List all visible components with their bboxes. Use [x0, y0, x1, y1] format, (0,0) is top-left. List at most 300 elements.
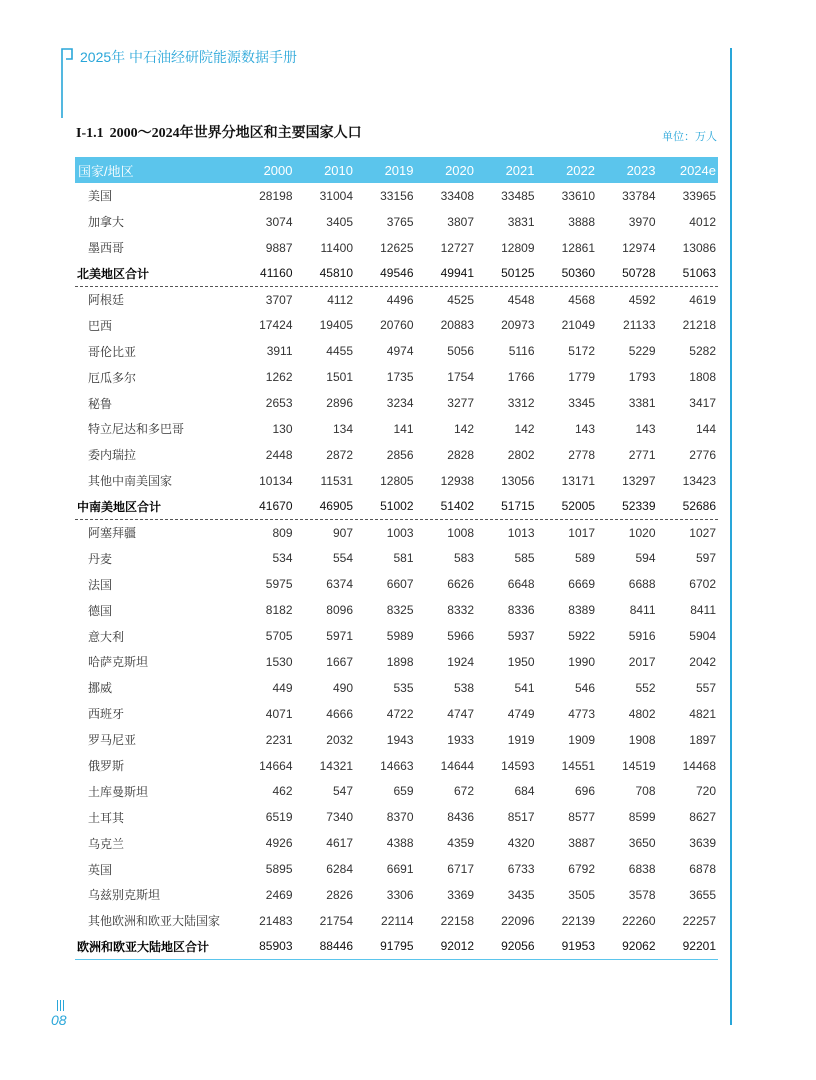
cell-value: 1950 — [507, 654, 535, 669]
cell-value: 1779 — [568, 370, 595, 385]
table-row — [75, 701, 718, 727]
cell-value: 4496 — [386, 292, 414, 307]
cell-value: 4568 — [568, 292, 595, 307]
cell-value: 22260 — [622, 913, 656, 928]
cell-value: 14663 — [380, 758, 414, 773]
table-row — [75, 882, 718, 908]
cell-value: 21483 — [259, 913, 293, 928]
cell-value: 708 — [635, 784, 656, 799]
cell-value: 1919 — [507, 732, 535, 747]
cell-value: 12938 — [440, 473, 474, 488]
row-label: 厄瓜多尔 — [88, 370, 137, 385]
cell-value: 8332 — [447, 603, 474, 618]
cell-value: 2448 — [265, 447, 293, 462]
cell-value: 13086 — [682, 240, 716, 255]
table-title-text: 2000～2024年世界分地区和主要国家人口 — [109, 126, 362, 141]
cell-value: 5056 — [447, 344, 474, 359]
page-number: 08 — [51, 1012, 67, 1028]
row-label: 阿塞拜疆 — [88, 526, 137, 541]
cell-value: 3831 — [507, 214, 535, 229]
cell-value: 6838 — [628, 862, 656, 877]
table-row — [75, 571, 718, 597]
subtotal-row — [75, 261, 718, 287]
cell-value: 12809 — [501, 240, 535, 255]
table-title — [76, 123, 362, 143]
cell-value: 8436 — [447, 810, 474, 825]
cell-value: 143 — [635, 421, 656, 436]
cell-value: 552 — [635, 680, 656, 695]
cell-value: 554 — [332, 551, 353, 566]
cell-value: 8411 — [629, 603, 656, 618]
cell-value: 33485 — [501, 188, 535, 203]
cell-value: 12805 — [380, 473, 414, 488]
cell-value: 3650 — [628, 836, 656, 851]
cell-value: 6519 — [265, 810, 293, 825]
cell-value: 4747 — [447, 706, 474, 721]
cell-value: 696 — [574, 784, 595, 799]
table-row — [75, 830, 718, 856]
cell-value: 4749 — [507, 706, 535, 721]
table-row — [75, 312, 718, 338]
cell-value: 907 — [332, 525, 353, 540]
table-code: I-1.1 — [76, 126, 104, 141]
table-row — [75, 675, 718, 701]
cell-value: 2017 — [628, 654, 656, 669]
data-table — [75, 157, 718, 960]
cell-value: 41670 — [259, 499, 293, 514]
cell-value: 1908 — [628, 732, 656, 747]
cell-value: 3306 — [386, 887, 414, 902]
cell-value: 13423 — [682, 473, 716, 488]
row-label: 墨西哥 — [88, 241, 125, 256]
cell-value: 91953 — [561, 939, 595, 954]
row-label: 罗马尼亚 — [88, 733, 137, 748]
cell-value: 92056 — [501, 939, 535, 954]
cell-value: 4666 — [326, 706, 353, 721]
cell-value: 4773 — [568, 706, 595, 721]
cell-value: 2856 — [386, 447, 414, 462]
column-header-region: 国家/地区 — [78, 163, 134, 179]
cell-value: 462 — [272, 784, 293, 799]
table-header-row — [75, 157, 718, 183]
cell-value: 1766 — [507, 370, 535, 385]
cell-value: 594 — [635, 551, 656, 566]
cell-value: 13171 — [561, 473, 595, 488]
cell-value: 28198 — [259, 188, 293, 203]
cell-value: 1667 — [326, 654, 353, 669]
cell-value: 14664 — [259, 758, 293, 773]
cell-value: 546 — [574, 680, 595, 695]
cell-value: 3911 — [266, 344, 293, 359]
cell-value: 6792 — [568, 862, 595, 877]
cell-value: 1735 — [386, 370, 414, 385]
table-row — [75, 778, 718, 804]
cell-value: 720 — [695, 784, 716, 799]
cell-value: 1793 — [628, 370, 656, 385]
cell-value: 449 — [272, 680, 293, 695]
cell-value: 8370 — [386, 810, 414, 825]
cell-value: 33965 — [682, 188, 716, 203]
cell-value: 46905 — [319, 499, 353, 514]
cell-value: 541 — [514, 680, 535, 695]
cell-value: 3405 — [326, 214, 353, 229]
column-header-year: 2022 — [566, 162, 595, 178]
cell-value: 585 — [514, 551, 535, 566]
cell-value: 1020 — [628, 525, 656, 540]
cell-value: 12861 — [561, 240, 595, 255]
table-row — [75, 442, 718, 468]
cell-value: 5916 — [628, 629, 656, 644]
cell-value: 4802 — [628, 706, 656, 721]
cell-value: 5966 — [447, 629, 474, 644]
cell-value: 141 — [393, 421, 414, 436]
cell-value: 8336 — [507, 603, 535, 618]
cell-value: 21133 — [623, 318, 656, 333]
column-header-year: 2024e — [679, 162, 716, 178]
cell-value: 8096 — [326, 603, 353, 618]
cell-value: 3369 — [447, 887, 474, 902]
table-row — [75, 520, 718, 546]
row-label: 其他欧洲和欧亚大陆国家 — [88, 914, 221, 929]
cell-value: 1501 — [326, 370, 353, 385]
row-label: 阿根廷 — [88, 293, 125, 307]
row-label: 乌兹别克斯坦 — [88, 888, 161, 903]
cell-value: 52339 — [622, 499, 656, 514]
cell-value: 143 — [574, 421, 595, 436]
right-margin-rule — [730, 48, 732, 1025]
cell-value: 8577 — [568, 810, 595, 825]
cell-value: 50360 — [561, 266, 595, 281]
cell-value: 14551 — [561, 758, 595, 773]
cell-value: 6688 — [628, 577, 656, 592]
cell-value: 6648 — [507, 577, 535, 592]
cell-value: 2826 — [326, 887, 353, 902]
cell-value: 5116 — [508, 344, 535, 359]
subtotal-row — [75, 934, 718, 960]
book-title: 2025年 中石油经研院能源数据手册 — [80, 49, 298, 65]
row-label: 俄罗斯 — [88, 759, 125, 774]
cell-value: 8411 — [690, 603, 716, 618]
cell-value: 2776 — [689, 447, 716, 462]
cell-value: 3417 — [689, 396, 716, 411]
row-label: 美国 — [88, 189, 113, 204]
cell-value: 2032 — [326, 732, 353, 747]
cell-value: 52686 — [682, 499, 716, 514]
cell-value: 1262 — [265, 370, 293, 385]
cell-value: 1909 — [568, 732, 595, 747]
cell-value: 1003 — [386, 525, 414, 540]
cell-value: 2469 — [265, 887, 293, 902]
cell-value: 4359 — [447, 836, 474, 851]
cell-value: 19405 — [319, 318, 353, 333]
table-row — [75, 856, 718, 882]
subtotal-row — [75, 494, 718, 520]
table-body — [75, 183, 718, 960]
unit-label: 单位：万人 — [662, 131, 717, 143]
cell-value: 684 — [514, 784, 535, 799]
cell-value: 8627 — [689, 810, 716, 825]
cell-value: 51402 — [440, 499, 474, 514]
cell-value: 4112 — [327, 292, 353, 307]
cell-value: 13056 — [501, 473, 535, 488]
cell-value: 3655 — [689, 887, 716, 902]
row-label: 土耳其 — [88, 810, 125, 825]
column-header-year: 2020 — [445, 162, 474, 178]
cell-value: 3970 — [628, 214, 656, 229]
cell-value: 1898 — [386, 654, 414, 669]
cell-value: 3435 — [507, 887, 535, 902]
cell-value: 8325 — [386, 603, 414, 618]
cell-value: 33408 — [440, 188, 474, 203]
row-label: 特立尼达和多巴哥 — [88, 422, 185, 437]
row-label: 乌克兰 — [88, 836, 125, 851]
cell-value: 1808 — [689, 370, 716, 385]
cell-value: 17424 — [259, 318, 293, 333]
row-label: 巴西 — [88, 318, 113, 333]
cell-value: 41160 — [260, 266, 293, 281]
cell-value: 538 — [453, 680, 474, 695]
table-row — [75, 545, 718, 571]
cell-value: 2828 — [447, 447, 474, 462]
row-label: 北美地区合计 — [77, 266, 150, 281]
cell-value: 8599 — [628, 810, 656, 825]
cell-value: 4821 — [689, 706, 716, 721]
cell-value: 8182 — [265, 603, 293, 618]
cell-value: 88446 — [319, 939, 353, 954]
cell-value: 2872 — [326, 447, 353, 462]
cell-value: 11400 — [320, 240, 353, 255]
table-row — [75, 287, 718, 313]
cell-value: 5172 — [568, 344, 595, 359]
cell-value: 22114 — [381, 913, 414, 928]
cell-value: 2802 — [507, 447, 535, 462]
cell-value: 4974 — [386, 344, 414, 359]
cell-value: 5904 — [689, 629, 716, 644]
cell-value: 14519 — [622, 758, 656, 773]
cell-value: 583 — [453, 551, 474, 566]
row-label: 土库曼斯坦 — [88, 784, 149, 799]
cell-value: 14593 — [501, 758, 535, 773]
cell-value: 33156 — [380, 188, 414, 203]
cell-value: 85903 — [259, 939, 293, 954]
cell-value: 3639 — [689, 836, 716, 851]
cell-value: 91795 — [380, 939, 414, 954]
cell-value: 21049 — [561, 318, 595, 333]
cell-value: 92201 — [682, 939, 716, 954]
cell-value: 144 — [695, 421, 716, 436]
cell-value: 49546 — [380, 266, 414, 281]
cell-value: 5989 — [386, 629, 414, 644]
cell-value: 581 — [393, 551, 414, 566]
cell-value: 142 — [514, 421, 535, 436]
row-label: 哈萨克斯坦 — [88, 655, 149, 670]
cell-value: 14468 — [682, 758, 716, 773]
cell-value: 6607 — [386, 577, 414, 592]
cell-value: 1013 — [507, 525, 535, 540]
table-row — [75, 390, 718, 416]
row-label: 丹麦 — [88, 551, 113, 566]
cell-value: 5705 — [265, 629, 293, 644]
cell-value: 5922 — [568, 629, 595, 644]
table-row — [75, 416, 718, 442]
cell-value: 50125 — [501, 266, 535, 281]
cell-value: 5975 — [265, 577, 293, 592]
cell-value: 11531 — [320, 473, 353, 488]
row-label: 秘鲁 — [88, 396, 113, 411]
cell-value: 6669 — [568, 577, 595, 592]
table-row — [75, 623, 718, 649]
cell-value: 3312 — [507, 396, 535, 411]
cell-value: 2778 — [568, 447, 595, 462]
column-header-year: 2010 — [324, 162, 353, 178]
cell-value: 51002 — [380, 499, 414, 514]
cell-value: 6878 — [689, 862, 716, 877]
cell-value: 20760 — [380, 318, 414, 333]
table-row — [75, 209, 718, 235]
cell-value: 92062 — [622, 939, 656, 954]
cell-value: 12727 — [440, 240, 474, 255]
table-row — [75, 468, 718, 494]
cell-value: 3887 — [568, 836, 595, 851]
cell-value: 8389 — [568, 603, 595, 618]
row-label: 委内瑞拉 — [88, 448, 137, 463]
cell-value: 5971 — [326, 629, 353, 644]
cell-value: 51063 — [682, 266, 716, 281]
cell-value: 2896 — [326, 396, 353, 411]
cell-value: 22158 — [440, 913, 474, 928]
cell-value: 2771 — [628, 447, 656, 462]
cell-value: 535 — [393, 680, 414, 695]
row-label: 意大利 — [88, 629, 125, 644]
cell-value: 6702 — [689, 577, 716, 592]
row-label: 其他中南美国家 — [88, 474, 173, 489]
cell-value: 589 — [574, 551, 595, 566]
cell-value: 534 — [272, 551, 293, 566]
cell-value: 4619 — [689, 292, 716, 307]
table-row — [75, 235, 718, 261]
cell-value: 31004 — [319, 188, 353, 203]
cell-value: 8517 — [507, 810, 535, 825]
cell-value: 3807 — [447, 214, 474, 229]
cell-value: 597 — [695, 551, 716, 566]
cell-value: 490 — [332, 680, 353, 695]
cell-value: 3888 — [568, 214, 595, 229]
cell-value: 3381 — [628, 396, 656, 411]
cell-value: 3578 — [628, 887, 656, 902]
cell-value: 1990 — [568, 654, 595, 669]
cell-value: 7340 — [326, 810, 353, 825]
cell-value: 3074 — [265, 214, 293, 229]
page-marker-icon — [55, 999, 67, 1013]
cell-value: 52005 — [561, 499, 595, 514]
cell-value: 13297 — [622, 473, 656, 488]
cell-value: 672 — [453, 784, 474, 799]
table-row — [75, 597, 718, 623]
book-logo-icon — [56, 44, 80, 124]
table-row — [75, 364, 718, 390]
column-header-year: 2021 — [505, 162, 535, 178]
cell-value: 4320 — [507, 836, 535, 851]
cell-value: 4592 — [628, 292, 656, 307]
column-header-year: 2000 — [263, 162, 293, 178]
cell-value: 22096 — [501, 913, 535, 928]
cell-value: 4388 — [386, 836, 414, 851]
cell-value: 20973 — [501, 318, 535, 333]
cell-value: 4722 — [386, 706, 414, 721]
cell-value: 3345 — [568, 396, 595, 411]
cell-value: 5937 — [507, 629, 535, 644]
cell-value: 4525 — [447, 292, 474, 307]
cell-value: 33610 — [561, 188, 595, 203]
cell-value: 5229 — [628, 344, 656, 359]
cell-value: 4012 — [689, 214, 716, 229]
row-label: 中南美地区合计 — [77, 499, 162, 514]
cell-value: 2653 — [265, 396, 293, 411]
cell-value: 134 — [332, 421, 353, 436]
cell-value: 4548 — [507, 292, 535, 307]
table-row — [75, 908, 718, 934]
cell-value: 1017 — [568, 525, 595, 540]
table-row — [75, 649, 718, 675]
cell-value: 10134 — [259, 473, 293, 488]
cell-value: 5282 — [689, 344, 716, 359]
cell-value: 142 — [453, 421, 474, 436]
row-label: 哥伦比亚 — [88, 344, 137, 359]
cell-value: 45810 — [319, 266, 353, 281]
cell-value: 9887 — [265, 240, 293, 255]
cell-value: 12625 — [380, 240, 414, 255]
cell-value: 6374 — [326, 577, 353, 592]
cell-value: 3277 — [447, 396, 474, 411]
cell-value: 1897 — [689, 732, 716, 747]
table-row — [75, 753, 718, 779]
cell-value: 3765 — [386, 214, 414, 229]
cell-value: 5895 — [265, 862, 293, 877]
cell-value: 92012 — [440, 939, 474, 954]
cell-value: 130 — [272, 421, 293, 436]
cell-value: 21218 — [682, 318, 716, 333]
cell-value: 51715 — [501, 499, 535, 514]
cell-value: 20883 — [440, 318, 474, 333]
cell-value: 1933 — [447, 732, 474, 747]
cell-value: 1008 — [447, 525, 474, 540]
cell-value: 4617 — [326, 836, 353, 851]
cell-value: 6691 — [386, 862, 414, 877]
cell-value: 1943 — [386, 732, 414, 747]
row-label: 法国 — [88, 577, 113, 592]
table-row — [75, 183, 718, 209]
cell-value: 557 — [695, 680, 716, 695]
cell-value: 4926 — [265, 836, 293, 851]
cell-value: 50728 — [622, 266, 656, 281]
column-header-year: 2019 — [384, 162, 414, 178]
cell-value: 12974 — [622, 240, 656, 255]
table-row — [75, 727, 718, 753]
cell-value: 6626 — [447, 577, 474, 592]
table-row — [75, 338, 718, 364]
cell-value: 3234 — [386, 396, 414, 411]
cell-value: 6284 — [326, 862, 353, 877]
cell-value: 1530 — [265, 654, 293, 669]
cell-value: 659 — [393, 784, 414, 799]
cell-value: 1027 — [689, 525, 716, 540]
column-header-year: 2023 — [626, 162, 656, 178]
cell-value: 3505 — [568, 887, 595, 902]
row-label: 挪威 — [88, 681, 113, 696]
cell-value: 14321 — [319, 758, 353, 773]
cell-value: 4455 — [326, 344, 353, 359]
cell-value: 547 — [332, 784, 353, 799]
